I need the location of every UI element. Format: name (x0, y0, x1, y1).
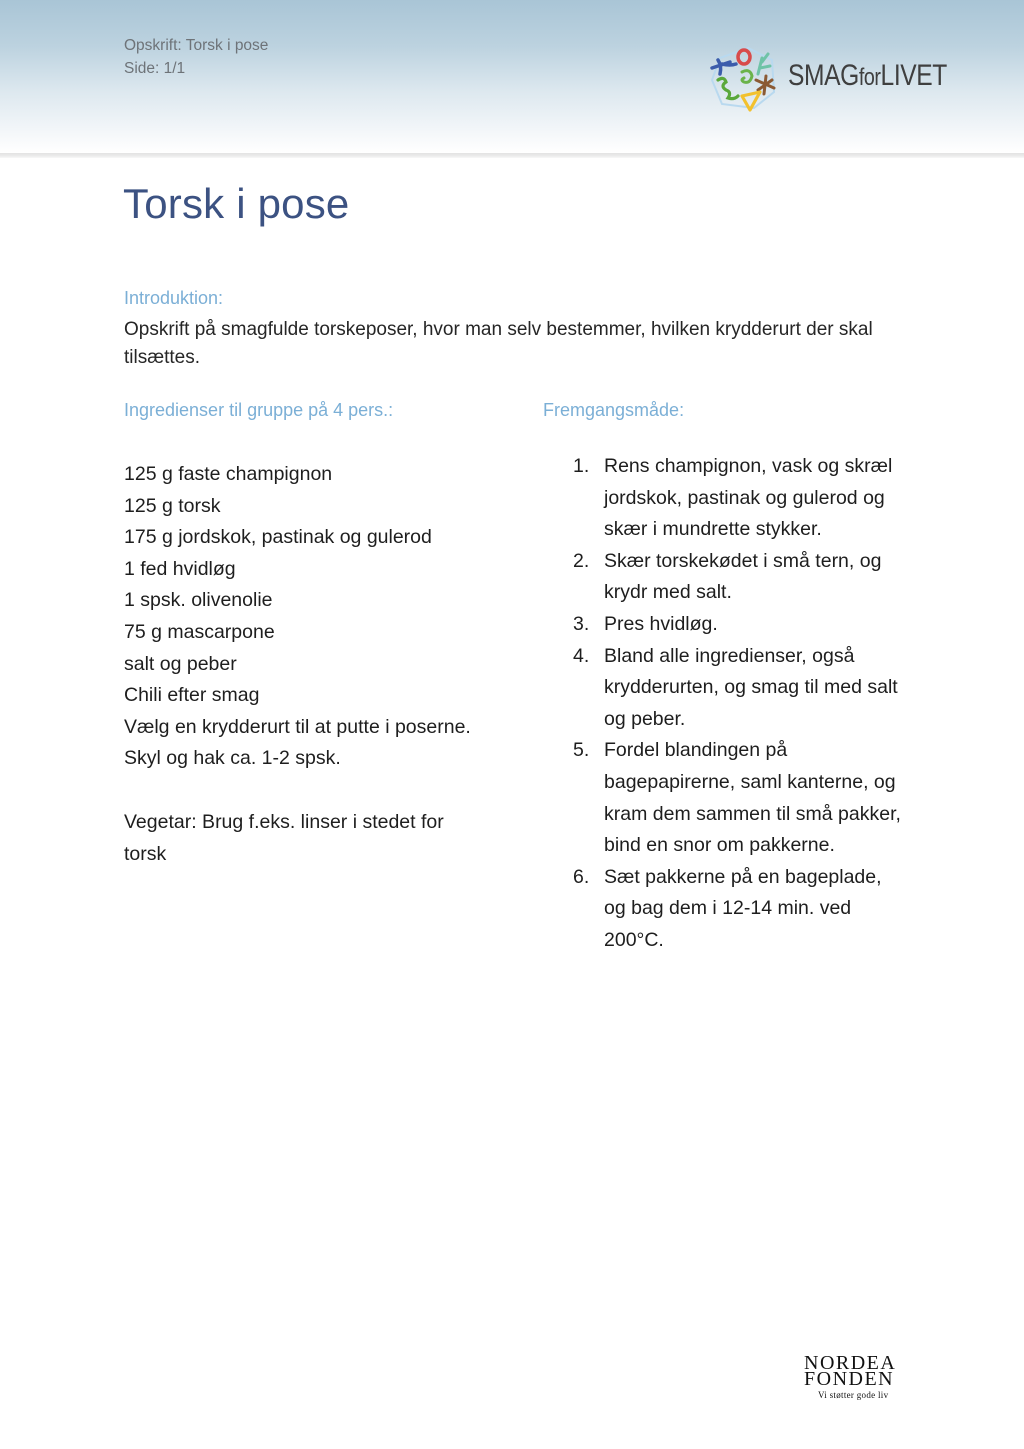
logo-word-smag: SMAG (788, 59, 859, 92)
logo-wordmark (788, 59, 947, 93)
method-step (573, 862, 903, 957)
header-page-label: Side: 1/1 (124, 60, 186, 77)
ingredient-item: salt og peber (124, 652, 237, 675)
sponsor-line-1: NORDEA (804, 1352, 897, 1374)
ingredients-label: Ingredienser til gruppe på 4 pers.: (124, 400, 394, 420)
method-step (573, 735, 903, 861)
nordea-fonden-logo (804, 1352, 914, 1405)
method-step (573, 451, 903, 546)
smag-for-livet-logo (708, 44, 948, 114)
sponsor-tagline: Vi støtter gode liv (818, 1390, 889, 1400)
method-step (573, 641, 903, 736)
vegetarian-note: Vegetar: Brug f.eks. linser i stedet for torsk (124, 811, 444, 865)
step-number: 2. (573, 549, 590, 572)
header-divider (0, 153, 1024, 158)
method-steps (573, 451, 903, 957)
step-text: Rens champignon, vask og skræl jordskok, pastinak og gulerod og skær i mundrette stykker. (604, 455, 893, 541)
ingredients-list (124, 459, 484, 775)
method-step (573, 546, 903, 609)
intro-label: Introduktion: (124, 288, 224, 308)
step-text: Sæt pakkerne på en bageplade, og bag dem i 12-14 min. ved 200°C. (604, 865, 882, 951)
ingredient-item: 175 g jordskok, pastinak og gulerod (124, 526, 432, 549)
step-text: Bland alle ingredienser, også krydderurten, og smag til med salt og peber. (604, 644, 898, 730)
logo-word-for: for (858, 64, 881, 91)
step-text: Skær torskekødet i små tern, og krydr med salt. (604, 549, 882, 604)
logo-word-livet: LIVET (880, 59, 947, 92)
step-number: 1. (573, 455, 590, 477)
ingredient-item: 1 fed hvidløg (124, 557, 236, 580)
step-number: 3. (573, 612, 590, 635)
ingredient-item: 1 spsk. olivenolie (124, 589, 273, 612)
ingredient-item: 125 g torsk (124, 494, 221, 517)
step-number: 6. (573, 865, 590, 888)
header-text (124, 34, 268, 80)
page-title: Torsk i pose (123, 180, 350, 227)
method-step (573, 609, 903, 641)
ingredient-item: Vælg en krydderurt til at putte i poserne. Skyl og hak ca. 1-2 spsk. (124, 715, 471, 770)
ingredient-item: Chili efter smag (124, 684, 260, 707)
sponsor-line-2: FONDEN (804, 1368, 895, 1390)
smag-for-livet-logo-icon (708, 44, 780, 114)
intro-text: Opskrift på smagfulde torskeposer, hvor man selv bestemmer, hvilken krydderurt der skal tilsættes. (124, 319, 873, 368)
step-number: 4. (573, 644, 590, 667)
method-label: Fremgangsmåde: (543, 400, 685, 420)
ingredient-item: 125 g faste champignon (124, 463, 333, 485)
ingredient-item: 75 g mascarpone (124, 620, 275, 643)
step-text: Pres hvidløg. (604, 612, 718, 635)
header-doc-label: Opskrift: Torsk i pose (124, 37, 269, 54)
step-number: 5. (573, 739, 590, 762)
step-text: Fordel blandingen på bagepapirerne, saml kanterne, og kram dem sammen til små pakker, bind en snor om pakkerne. (604, 739, 901, 857)
